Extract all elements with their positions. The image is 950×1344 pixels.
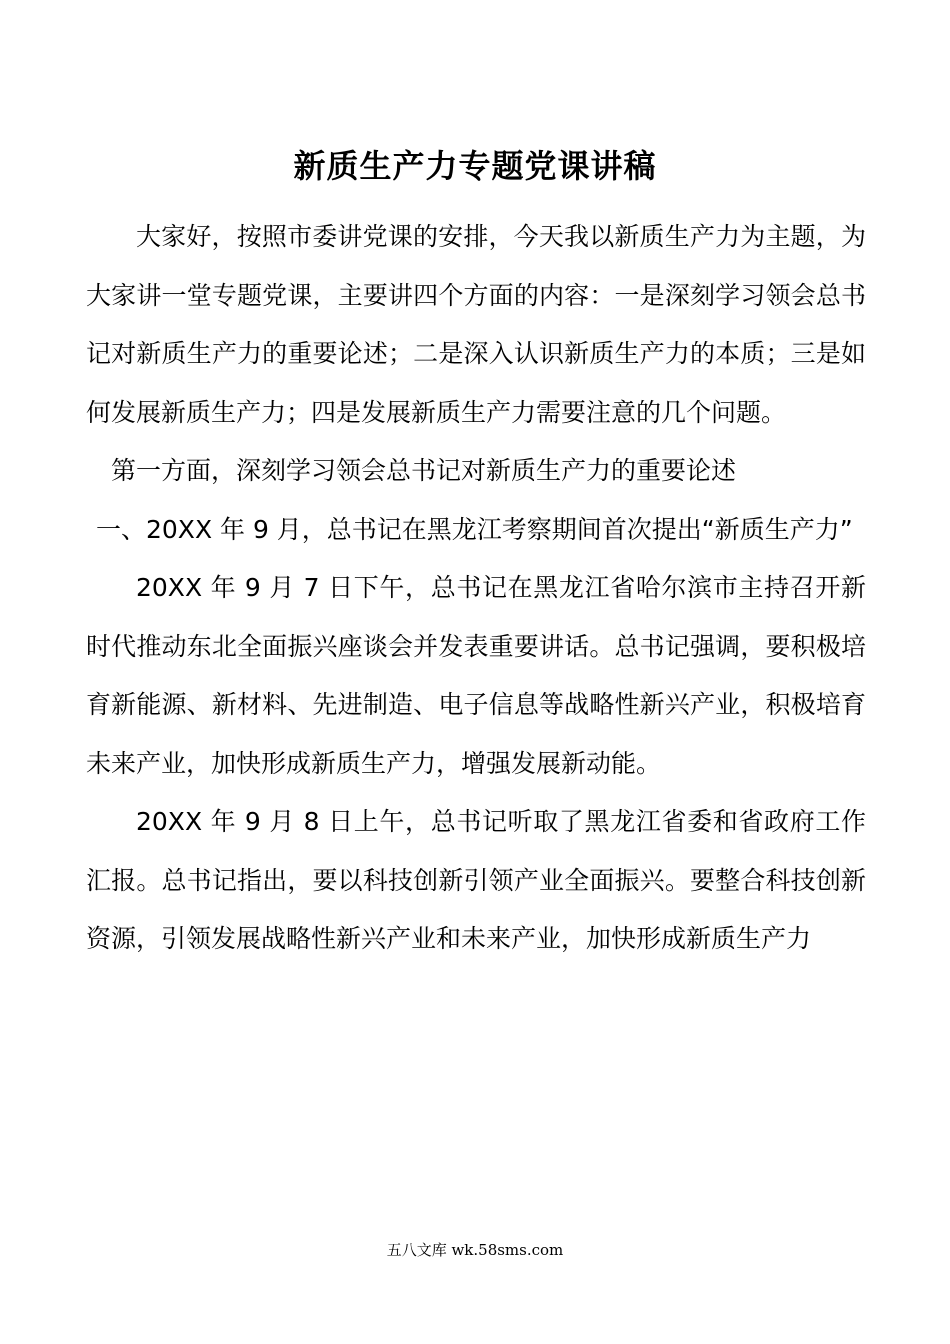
paragraph-sept-8: 20XX 年 9 月 8 日上午，总书记听取了黑龙江省委和省政府工作汇报。总书记指出，要以科技创新引领产业全面振兴。要整合科技创新资源，引领发展战略性新兴产业和未来产业，加快形成新质生产力 (86, 807, 866, 953)
section-heading: 第一方面，深刻学习领会总书记对新质生产力的重要论述 (111, 456, 737, 485)
document-body (86, 208, 866, 969)
paragraph-intro: 大家好，按照市委讲党课的安排，今天我以新质生产力为主题，为大家讲一堂专题党课，主要讲四个方面的内容：一是深刻学习领会总书记对新质生产力的重要论述；二是深入认识新质生产力的本质；三是如何发展新质生产力；四是发展新质生产力需要注意的几个问题。 (86, 222, 866, 427)
footer-watermark: 五八文库 wk.58sms.com (386, 1241, 564, 1259)
paragraph-sept-7: 20XX 年 9 月 7 日下午，总书记在黑龙江省哈尔滨市主持召开新时代推动东北全面振兴座谈会并发表重要讲话。总书记强调，要积极培育新能源、新材料、先进制造、电子信息等战略性新兴产业，积极培育未来产业，加快形成新质生产力，增强发展新动能。 (86, 573, 866, 778)
subsection-heading: 一、20XX 年 9 月，总书记在黑龙江考察期间首次提出“新质生产力” (96, 514, 853, 544)
document-title: 新质生产力专题党课讲稿 (293, 147, 657, 185)
